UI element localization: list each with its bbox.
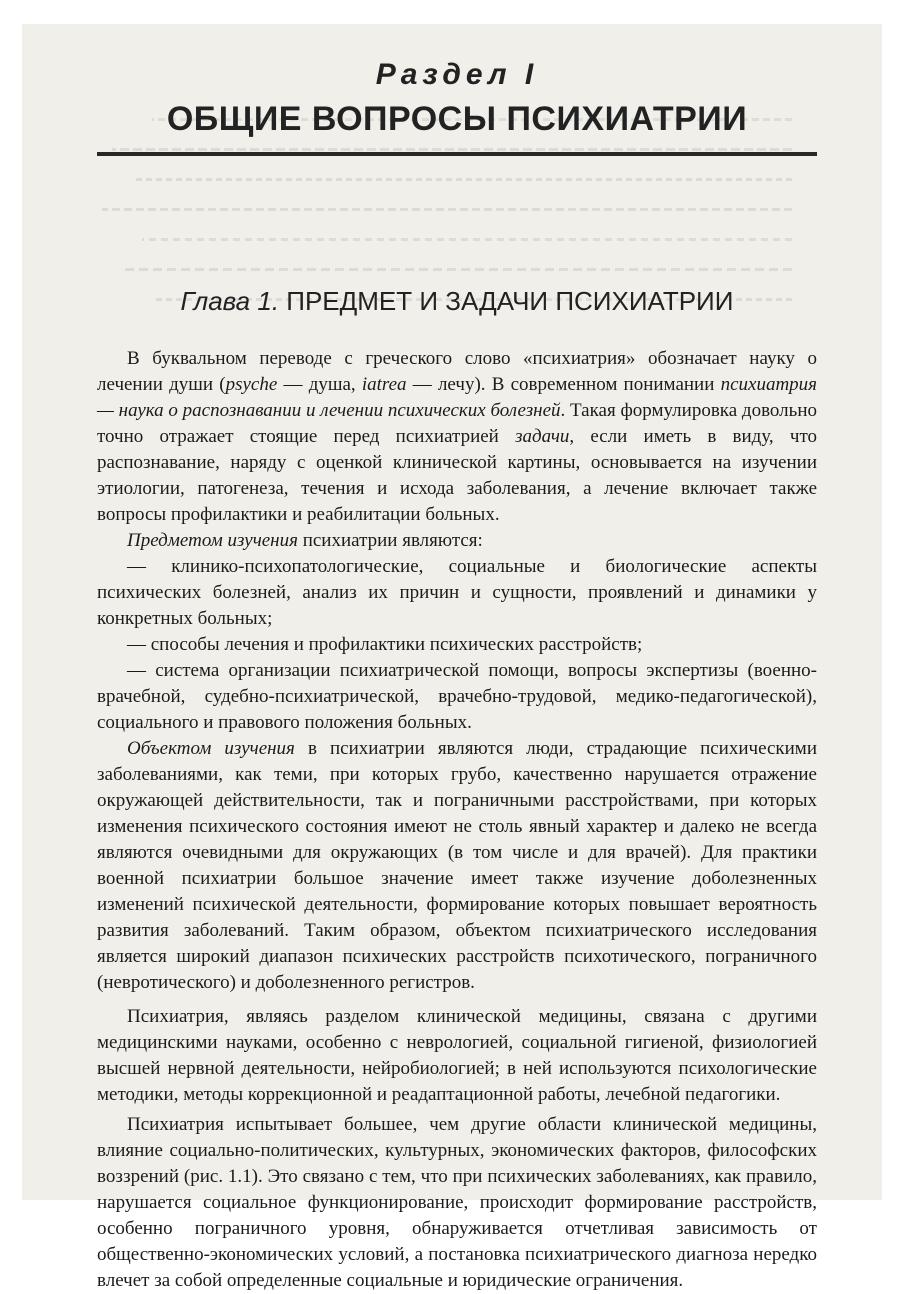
term-iatrea: iatrea xyxy=(361,374,407,395)
subject-lead: Предметом изучения xyxy=(127,530,298,551)
p1-text-a: В буквальном переводе с греческого слово «психиатрия» обозначает науку о лечении души ( xyxy=(97,348,817,395)
p1-text-d: . Такая формулировка довольно точно отражает стоящие перед психиатрией xyxy=(97,400,817,447)
chapter-heading xyxy=(97,286,817,317)
list-item xyxy=(97,658,817,736)
list-item-text: — клинико-психопатологические, социальные и биологические аспекты психических болезней, анализ их причин и сущности, проявлений и динамики у конкретных больных; xyxy=(97,556,817,629)
section-rule xyxy=(97,152,817,156)
list-item xyxy=(97,632,817,658)
object-lead: Объектом изучения xyxy=(127,738,295,759)
psychiatry-definition: психиатрия — наука о распознавании и лечении психических болезней xyxy=(97,374,817,421)
list-item-text: — система организации психиатрической помощи, вопросы экспертизы (военно-врачебной, судебно-психиатрической, врачебно-трудовой, медико-педагогической), социального и правового положения больных. xyxy=(97,660,817,733)
list-item-text: — способы лечения и профилактики психических расстройств; xyxy=(127,634,643,655)
paragraph-object xyxy=(97,736,817,996)
paragraph-relations: Психиатрия, являясь разделом клинической медицины, связана с другими медицинскими науками, особенно с неврологией, социальной гигиеной, физиологией высшей нервной деятельности, нейробиологией; в ней используются психологические методики, методы коррекционной и реадаптационной работы, лечебной педагогики. xyxy=(97,1006,817,1105)
term-zadachi: задачи xyxy=(515,426,570,447)
p1-text-b: — душа, xyxy=(277,374,362,395)
subject-rest: психиатрии являются: xyxy=(297,530,483,551)
book-page xyxy=(22,24,882,1291)
chapter-title: ПРЕДМЕТ И ЗАДАЧИ ПСИХИАТРИИ xyxy=(286,286,734,316)
paragraph-subject-intro xyxy=(97,528,817,554)
p1-text-e: , если иметь в виду, что распознавание, наряду с оценкой клинической картины, основывается на изучении этиологии, патогенеза, течения и исхода заболевания, а лечение включает также вопросы профилактики и реабилитации больных. xyxy=(97,426,817,525)
section-title: ОБЩИЕ ВОПРОСЫ ПСИХИАТРИИ xyxy=(166,100,748,138)
chapter-number: Глава 1. xyxy=(180,286,280,316)
chapter-body xyxy=(97,346,817,1294)
object-rest: в психиатрии являются люди, страдающие психическими заболеваниями, как теми, при которых грубо, качественно нарушается отражение окружающей действительности, так и пограничными расстройствами, при которых изменения психического состояния имеют не столь явный характер и далеко не всегда являются очевидными для окружающих (в том числе и для врачей). Для практики военной психиатрии большое значение имеет также изучение доболезненных изменений психической деятельности, формирование которых повышает вероятность развития заболеваний. Таким образом, объектом психиатрического исследования является широкий диапазон психических расстройств психотического, пограничного (невротического) и доболезненного регистров. xyxy=(97,738,817,993)
paragraph-definition xyxy=(97,346,817,528)
paragraph-social-influence: Психиатрия испытывает большее, чем другие области клинической медицины, влияние социально-политических, культурных, экономических факторов, философских воззрений (рис. 1.1). Это связано с тем, что при психических заболеваниях, как правило, нарушается социальное функционирование, происходит формирование расстройств, особенно пограничного уровня, обнаруживается отчетливая зависимость от общественно-экономических условий, а постановка психиатрического диагноза нередко влечет за собой определенные социальные и юридические ограничения. xyxy=(97,1114,817,1291)
list-item xyxy=(97,554,817,632)
term-psyche: psyche xyxy=(225,374,278,395)
section-label: Раздел I xyxy=(375,58,539,91)
p1-text-c: — лечу). В современном понимании xyxy=(406,374,721,395)
